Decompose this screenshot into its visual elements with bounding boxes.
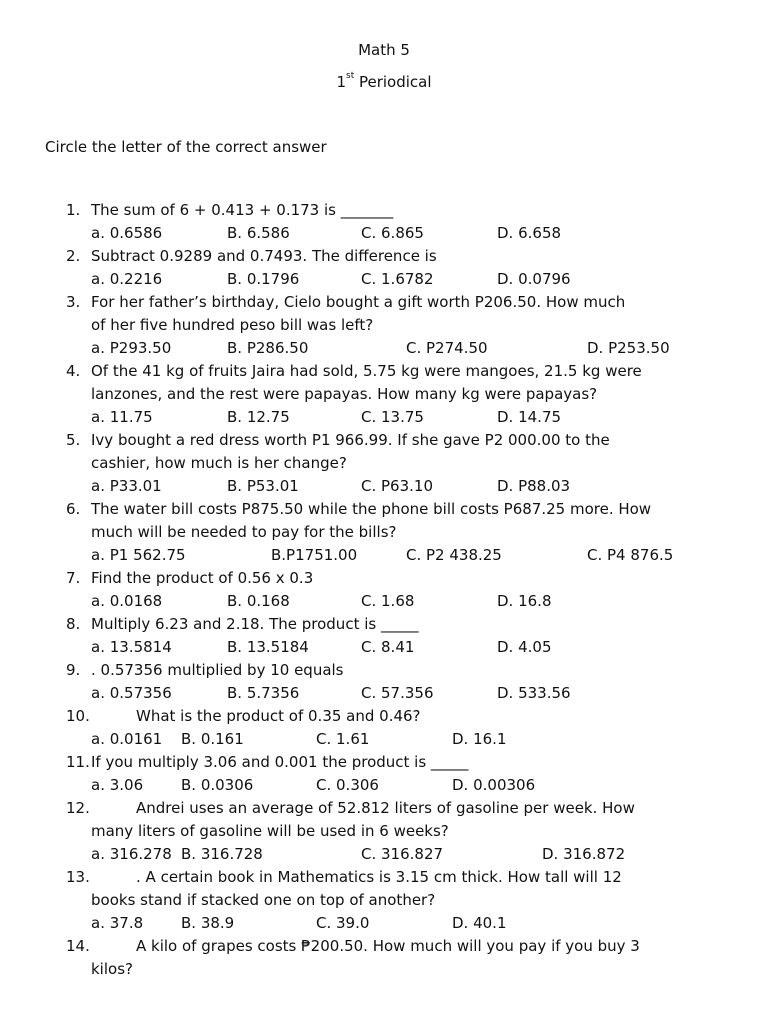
answer-option[interactable]: D. 4.05 bbox=[497, 638, 552, 656]
question-continuation bbox=[0, 958, 768, 981]
question-number: 6. bbox=[66, 500, 81, 518]
answer-option[interactable]: D. P253.50 bbox=[587, 339, 670, 357]
answer-options bbox=[0, 682, 768, 705]
question-number: 1. bbox=[66, 201, 81, 219]
question-row bbox=[0, 245, 768, 268]
answer-option[interactable]: B. P53.01 bbox=[227, 477, 299, 495]
question-continuation bbox=[0, 314, 768, 337]
answer-option[interactable]: C. P4 876.5 bbox=[587, 546, 674, 564]
answer-option[interactable]: D. 316.872 bbox=[542, 845, 626, 863]
question-row bbox=[0, 705, 768, 728]
question-number: 8. bbox=[66, 615, 81, 633]
answer-option[interactable]: D. 533.56 bbox=[497, 684, 571, 702]
answer-option[interactable]: B. 12.75 bbox=[227, 408, 290, 426]
question-continuation bbox=[0, 820, 768, 843]
question-text: The sum of 6 + 0.413 + 0.173 is _______ bbox=[91, 201, 394, 219]
answer-options bbox=[0, 590, 768, 613]
question-number: 11. bbox=[66, 753, 90, 771]
answer-options bbox=[0, 268, 768, 291]
question-text: For her father’s birthday, Cielo bought a gift worth P206.50. How much bbox=[91, 293, 626, 311]
answer-options bbox=[0, 406, 768, 429]
answer-option[interactable]: D. 16.8 bbox=[497, 592, 552, 610]
answer-option[interactable]: a. 0.0161 bbox=[91, 730, 163, 748]
question-row bbox=[0, 613, 768, 636]
answer-options bbox=[0, 912, 768, 935]
question-row bbox=[0, 797, 768, 820]
answer-option[interactable]: C. 1.6782 bbox=[361, 270, 434, 288]
question-continuation bbox=[0, 383, 768, 406]
answer-option[interactable]: a. 0.6586 bbox=[91, 224, 163, 242]
answer-options bbox=[0, 728, 768, 751]
answer-option[interactable]: B. 0.168 bbox=[227, 592, 290, 610]
answer-options bbox=[0, 475, 768, 498]
question-text: Subtract 0.9289 and 0.7493. The difference is bbox=[91, 247, 437, 265]
answer-option[interactable]: C. 8.41 bbox=[361, 638, 415, 656]
answer-option[interactable]: B. 0.0306 bbox=[181, 776, 254, 794]
question-number: 4. bbox=[66, 362, 81, 380]
answer-options bbox=[0, 636, 768, 659]
question-number: 9. bbox=[66, 661, 81, 679]
answer-option[interactable]: C. 316.827 bbox=[361, 845, 444, 863]
question-text: Of the 41 kg of fruits Jaira had sold, 5.75 kg were mangoes, 21.5 kg were bbox=[91, 362, 642, 380]
answer-option[interactable]: B. 6.586 bbox=[227, 224, 290, 242]
question-row bbox=[0, 751, 768, 774]
answer-option[interactable]: B. P286.50 bbox=[227, 339, 309, 357]
question-text: Ivy bought a red dress worth P1 966.99. If she gave P2 000.00 to the bbox=[91, 431, 610, 449]
answer-option[interactable]: B. 0.161 bbox=[181, 730, 244, 748]
question-continuation bbox=[0, 889, 768, 912]
answer-options bbox=[0, 843, 768, 866]
answer-option[interactable]: a. 37.8 bbox=[91, 914, 144, 932]
question-text: of her five hundred peso bill was left? bbox=[91, 316, 374, 334]
answer-option[interactable]: a. P1 562.75 bbox=[91, 546, 186, 564]
question-row bbox=[0, 360, 768, 383]
answer-option[interactable]: D. 0.0796 bbox=[497, 270, 571, 288]
page-title: Math 5 bbox=[358, 41, 410, 59]
answer-option[interactable]: C. 57.356 bbox=[361, 684, 434, 702]
answer-option[interactable]: C. 13.75 bbox=[361, 408, 424, 426]
question-text: A kilo of grapes costs ₱200.50. How much will you pay if you buy 3 bbox=[136, 937, 640, 955]
answer-option[interactable]: B. 5.7356 bbox=[227, 684, 300, 702]
subtitle-text: Periodical bbox=[354, 73, 432, 91]
question-continuation bbox=[0, 521, 768, 544]
question-number: 12. bbox=[66, 799, 90, 817]
answer-option[interactable]: a. 0.0168 bbox=[91, 592, 163, 610]
answer-option[interactable]: a. P33.01 bbox=[91, 477, 162, 495]
question-text: If you multiply 3.06 and 0.001 the product is _____ bbox=[91, 753, 469, 771]
question-text: What is the product of 0.35 and 0.46? bbox=[136, 707, 421, 725]
page-subtitle bbox=[0, 73, 768, 91]
question-text: . 0.57356 multiplied by 10 equals bbox=[91, 661, 344, 679]
answer-option[interactable]: B. 13.5184 bbox=[227, 638, 309, 656]
answer-option[interactable]: B.P1751.00 bbox=[271, 546, 358, 564]
answer-option[interactable]: C. P2 438.25 bbox=[406, 546, 502, 564]
question-number: 10. bbox=[66, 707, 90, 725]
answer-option[interactable]: a. P293.50 bbox=[91, 339, 172, 357]
subtitle-ordinal: st bbox=[346, 71, 355, 81]
answer-option[interactable]: a. 0.57356 bbox=[91, 684, 172, 702]
question-number: 7. bbox=[66, 569, 81, 587]
question-text: cashier, how much is her change? bbox=[91, 454, 347, 472]
answer-option[interactable]: C. P274.50 bbox=[406, 339, 488, 357]
answer-option[interactable]: D. 0.00306 bbox=[452, 776, 536, 794]
question-continuation bbox=[0, 452, 768, 475]
answer-option[interactable]: C. P63.10 bbox=[361, 477, 433, 495]
answer-option[interactable]: C. 1.61 bbox=[316, 730, 370, 748]
answer-option[interactable]: a. 3.06 bbox=[91, 776, 144, 794]
instructions: Circle the letter of the correct answer bbox=[45, 138, 327, 156]
question-row bbox=[0, 429, 768, 452]
question-row bbox=[0, 199, 768, 222]
answer-option[interactable]: B. 0.1796 bbox=[227, 270, 300, 288]
answer-option[interactable]: B. 38.9 bbox=[181, 914, 235, 932]
question-number: 14. bbox=[66, 937, 90, 955]
answer-options bbox=[0, 774, 768, 797]
answer-option[interactable]: C. 6.865 bbox=[361, 224, 424, 242]
question-text: lanzones, and the rest were papayas. How many kg were papayas? bbox=[91, 385, 598, 403]
answer-option[interactable]: D. 14.75 bbox=[497, 408, 562, 426]
answer-option[interactable]: a. 0.2216 bbox=[91, 270, 163, 288]
question-row bbox=[0, 935, 768, 958]
question-row bbox=[0, 866, 768, 889]
question-number: 5. bbox=[66, 431, 81, 449]
question-text: books stand if stacked one on top of another? bbox=[91, 891, 436, 909]
question-row bbox=[0, 659, 768, 682]
question-number: 3. bbox=[66, 293, 81, 311]
answer-options bbox=[0, 337, 768, 360]
answer-options bbox=[0, 544, 768, 567]
question-text: Find the product of 0.56 x 0.3 bbox=[91, 569, 314, 587]
question-text: Multiply 6.23 and 2.18. The product is _____ bbox=[91, 615, 419, 633]
question-number: 2. bbox=[66, 247, 81, 265]
question-text: . A certain book in Mathematics is 3.15 cm thick. How tall will 12 bbox=[136, 868, 622, 886]
subtitle-number: 1 bbox=[336, 73, 346, 91]
question-text: much will be needed to pay for the bills? bbox=[91, 523, 397, 541]
question-row bbox=[0, 498, 768, 521]
answer-option[interactable]: C. 0.306 bbox=[316, 776, 379, 794]
question-text: many liters of gasoline will be used in 6 weeks? bbox=[91, 822, 449, 840]
answer-option[interactable]: a. 316.278 bbox=[91, 845, 172, 863]
answer-option[interactable]: C. 39.0 bbox=[316, 914, 370, 932]
answer-option[interactable]: D. 6.658 bbox=[497, 224, 562, 242]
question-text: The water bill costs P875.50 while the phone bill costs P687.25 more. How bbox=[91, 500, 652, 518]
answer-option[interactable]: a. 13.5814 bbox=[91, 638, 172, 656]
answer-options bbox=[0, 222, 768, 245]
question-list bbox=[0, 199, 768, 981]
question-text: Andrei uses an average of 52.812 liters of gasoline per week. How bbox=[136, 799, 635, 817]
answer-option[interactable]: B. 316.728 bbox=[181, 845, 263, 863]
question-text: kilos? bbox=[91, 960, 133, 978]
question-number: 13. bbox=[66, 868, 90, 886]
question-row bbox=[0, 291, 768, 314]
answer-option[interactable]: C. 1.68 bbox=[361, 592, 415, 610]
question-row bbox=[0, 567, 768, 590]
answer-option[interactable]: a. 11.75 bbox=[91, 408, 153, 426]
answer-option[interactable]: D. 16.1 bbox=[452, 730, 507, 748]
answer-option[interactable]: D. P88.03 bbox=[497, 477, 571, 495]
answer-option[interactable]: D. 40.1 bbox=[452, 914, 507, 932]
